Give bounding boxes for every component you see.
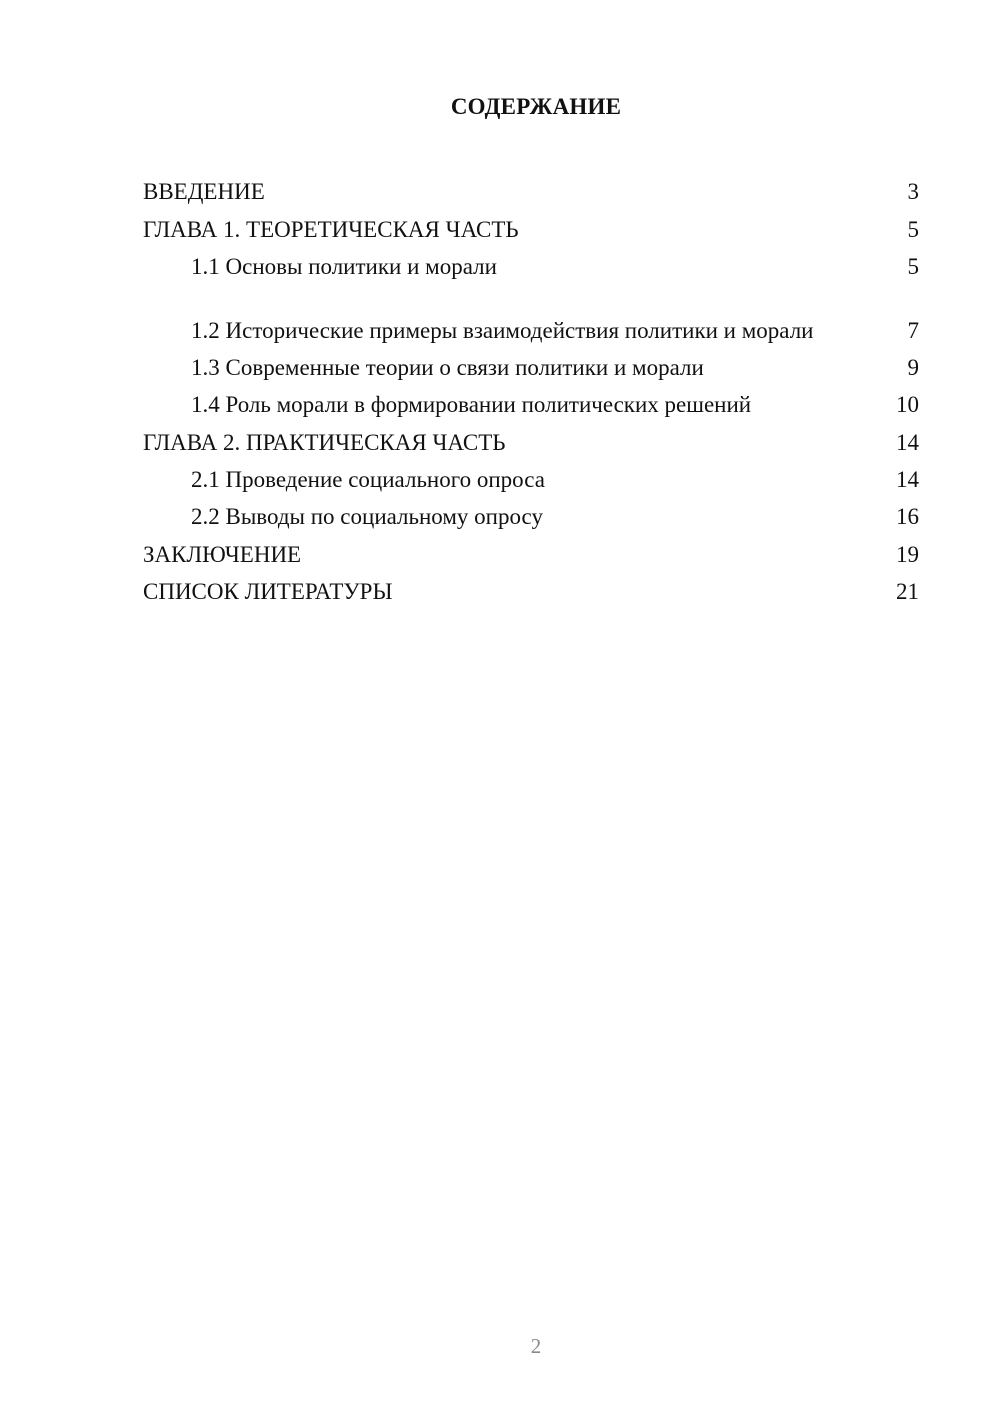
toc-entry-label: 1.3 Современные теории о связи политики и морали xyxy=(191,355,704,381)
toc-entry-label: 2.2 Выводы по социальному опросу xyxy=(191,504,543,530)
toc-entry-chapter-2 xyxy=(143,418,919,455)
toc-entry-label: 1.4 Роль морали в формировании политических решений xyxy=(191,392,752,418)
toc-entry-section-1-4 xyxy=(143,381,919,418)
toc-entry-label: ВВЕДЕНИЕ xyxy=(143,179,265,205)
toc-entry-label: 2.1 Проведение социального опроса xyxy=(191,467,545,493)
toc-entry-label: ГЛАВА 2. ПРАКТИЧЕСКАЯ ЧАСТЬ xyxy=(143,429,506,455)
toc-entry-section-1-1 xyxy=(143,243,919,280)
toc-entry-page: 7 xyxy=(907,317,919,343)
table-of-contents xyxy=(143,168,919,605)
toc-entry-label: СПИСОК ЛИТЕРАТУРЫ xyxy=(143,578,393,604)
toc-entry-section-1-3 xyxy=(143,344,919,381)
toc-entry-introduction xyxy=(143,168,919,205)
toc-entry-page: 3 xyxy=(907,179,919,205)
toc-entry-conclusion xyxy=(143,530,919,567)
toc-entry-page: 5 xyxy=(907,216,919,242)
toc-entry-page: 10 xyxy=(896,392,919,418)
toc-entry-page: 16 xyxy=(896,504,919,530)
page-number: 2 xyxy=(530,1334,542,1358)
toc-entry-page: 14 xyxy=(896,467,919,493)
toc-entry-label: ГЛАВА 1. ТЕОРЕТИЧЕСКАЯ ЧАСТЬ xyxy=(143,216,519,242)
toc-entry-page: 21 xyxy=(896,578,919,604)
toc-entry-page: 19 xyxy=(896,541,919,567)
page-title: СОДЕРЖАНИЕ xyxy=(450,94,622,119)
toc-entry-section-2-1 xyxy=(143,456,919,493)
toc-entry-label: 1.1 Основы политики и морали xyxy=(191,253,497,279)
toc-entry-label: 1.2 Исторические примеры взаимодействия политики и морали xyxy=(191,317,814,343)
toc-entry-section-1-2 xyxy=(143,280,919,344)
toc-entry-label: ЗАКЛЮЧЕНИЕ xyxy=(143,541,302,567)
toc-entry-references xyxy=(143,568,919,605)
toc-entry-page: 5 xyxy=(907,253,919,279)
toc-entry-section-2-2 xyxy=(143,493,919,530)
toc-entry-page: 9 xyxy=(907,355,919,381)
toc-entry-chapter-1 xyxy=(143,205,919,242)
toc-entry-page: 14 xyxy=(896,429,919,455)
